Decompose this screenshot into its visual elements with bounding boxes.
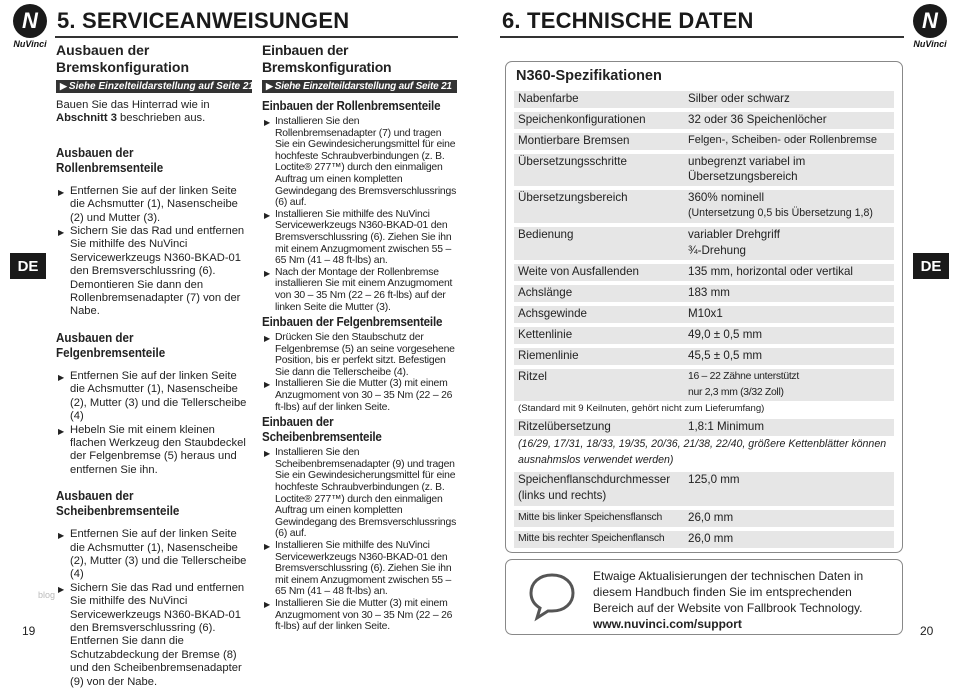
list-felgen-ausbau bbox=[56, 370, 252, 477]
nuvinci-logo-right bbox=[910, 4, 950, 49]
spec-value: variabler Drehgriff bbox=[688, 228, 780, 241]
intro-text-end: beschrieben aus. bbox=[116, 112, 206, 125]
spec-row bbox=[514, 227, 894, 260]
spec-row bbox=[514, 112, 894, 129]
spec-row bbox=[514, 369, 894, 401]
reference-tag bbox=[262, 80, 457, 93]
list-item: ▶ Nach der Montage der Rollenbremse installieren Sie mit einem Anzugmoment von 30 – 35 Nm (22 – 26 ft-lbs) auf der linken Seite die Mutter (3). bbox=[262, 267, 457, 313]
spec-key: Ritzelübersetzung bbox=[518, 420, 611, 433]
spec-value: 125,0 mm bbox=[688, 473, 740, 486]
intro-text: Bauen Sie das Hinterrad wie in bbox=[56, 99, 210, 111]
spec-value-line2: Übersetzungsbereich bbox=[688, 170, 798, 183]
spec-value: 360% nominell bbox=[688, 191, 765, 204]
section-title-service: 5. SERVICEANWEISUNGEN bbox=[57, 8, 350, 33]
spec-key: Weite von Ausfallenden bbox=[518, 265, 639, 278]
spec-value: unbegrenzt variabel im bbox=[688, 155, 806, 168]
list-item: ▶ Entfernen Sie auf der linken Seite die Achsmutter (1), Nasenscheibe (2) und Mutter (3). bbox=[56, 185, 252, 225]
column-ausbauen bbox=[56, 42, 252, 689]
spec-row bbox=[514, 306, 894, 323]
list-item: ▶ Installieren Sie die Mutter (3) mit einem Anzugmoment von 30 – 35 Nm (22 – 26 ft-lbs) auf der linken Seite. bbox=[262, 378, 457, 413]
list-item: ▶ Sichern Sie das Rad und entfernen Sie mithilfe des NuVinci Servicewerkzeugs N360-BKAD-01 den Bremsverschlussring (6). Entfernen Sie dann die Schutzabdeckung der Bremse (8) und den Scheibenbremsenadapter (9) von der Nabe. bbox=[56, 582, 252, 689]
spec-row bbox=[514, 510, 894, 527]
spec-value: 26,0 mm bbox=[688, 532, 734, 545]
list-item: ▶ Sichern Sie das Rad und entfernen Sie mithilfe des NuVinci Servicewerkzeugs N360-BKAD-01 den Bremsverschlussring (6). Demontieren Sie dann den Rollenbremsenadapter (7) von der Nabe. bbox=[56, 225, 252, 319]
spec-row bbox=[514, 91, 894, 108]
spec-row bbox=[514, 419, 894, 436]
spec-value: Felgen-, Scheiben- oder Rollenbremse bbox=[688, 134, 877, 146]
info-panel bbox=[505, 559, 903, 635]
spec-row bbox=[514, 531, 894, 548]
spec-key: Mitte bis linker Speichensflansch bbox=[518, 512, 663, 523]
list-rollen-einbau bbox=[262, 116, 457, 313]
spec-panel bbox=[505, 61, 903, 553]
spec-key: Riemenlinie bbox=[518, 349, 579, 362]
list-item: ▶ Hebeln Sie mit einem kleinen flachen Werkzeug den Staubdeckel der Felgenbremse (5) heraus und entfernen Sie ihn. bbox=[56, 424, 252, 478]
spec-key: Montierbare Bremsen bbox=[518, 134, 630, 147]
spec-row bbox=[514, 264, 894, 281]
page-number-right: 20 bbox=[920, 624, 934, 638]
spec-key: Speichenkonfigurationen bbox=[518, 113, 646, 126]
spec-value: 26,0 mm bbox=[688, 511, 734, 524]
spec-value: 45,5 ± 0,5 mm bbox=[688, 349, 763, 362]
nuvinci-logo-word: NuVinci bbox=[913, 39, 947, 49]
nuvinci-logo-left bbox=[10, 4, 50, 49]
heading-einbauen: Einbauen der Bremskonfiguration bbox=[262, 42, 392, 75]
spec-key: Speichenflanschdurchmesser bbox=[518, 473, 671, 486]
spec-value: Silber oder schwarz bbox=[688, 92, 790, 105]
spec-value: M10x1 bbox=[688, 307, 723, 320]
list-item: ▶ Entfernen Sie auf der linken Seite die Achsmutter (1), Nasenscheibe (2), Mutter (3) und die Tellerscheibe (4) bbox=[56, 528, 252, 582]
section-title-technical: 6. TECHNISCHE DATEN bbox=[502, 8, 754, 33]
heading-felgen-einbau: Einbauen der Felgenbremsenteile bbox=[262, 315, 443, 330]
heading-scheiben-einbau: Einbauen der Scheibenbremsenteile bbox=[262, 415, 382, 445]
list-item: ▶ Installieren Sie mithilfe des NuVinci Servicewerkzeugs N360-BKAD-01 den Bremsverschlussring (6). Ziehen Sie ihn mit einem Anzugmoment zwischen 55 – 65 Nm (41 – 48 ft-lbs) an. bbox=[262, 540, 457, 598]
spec-value: 183 mm bbox=[688, 286, 730, 299]
arrow-right-icon: ▶ bbox=[60, 81, 67, 91]
info-text bbox=[593, 568, 893, 632]
spec-row bbox=[514, 285, 894, 302]
spec-row bbox=[514, 133, 894, 150]
spec-key: Bedienung bbox=[518, 228, 574, 241]
spec-value: 49,0 ± 0,5 mm bbox=[688, 328, 763, 341]
header-rule-left bbox=[55, 36, 458, 38]
spec-value: 135 mm, horizontal oder vertikal bbox=[688, 265, 853, 278]
list-item: ▶ Installieren Sie den Rollenbremsenadapter (7) und tragen Sie ein Gewindesicherungsmittel für eine hochfeste Schraubverbindungen (z. B. Loctite® 277™) durch den einmaligen Auftrag um einen kompletten Gewindegang des Bremsverschlussrings (6) auf. bbox=[262, 116, 457, 209]
spec-key: Ritzel bbox=[518, 370, 547, 383]
arrow-right-icon: ▶ bbox=[266, 81, 273, 91]
spec-value: 16 – 22 Zähne unterstützt bbox=[688, 371, 799, 382]
intro-bold: Abschnitt 3 bbox=[56, 112, 117, 125]
spec-value: 32 oder 36 Speichenlöcher bbox=[688, 113, 827, 126]
spec-value-line2: (Untersetzung 0,5 bis Übersetzung 1,8) bbox=[688, 207, 873, 219]
spec-value-line2: ¾-Drehung bbox=[688, 244, 747, 257]
spec-title: N360-Spezifikationen bbox=[516, 68, 662, 84]
spec-row bbox=[514, 327, 894, 344]
spec-key: Mitte bis rechter Speichenflansch bbox=[518, 533, 665, 544]
speech-bubble-icon bbox=[526, 570, 578, 622]
list-item: ▶ Installieren Sie den Scheibenbremsenadapter (9) und tragen Sie ein Gewindesicherungsmittel für eine hochfeste Schraubverbindungen (z. B. Loctite® 277™) durch den einmaligen Auftrag um einen kompletten Gewindegang des Bremsverschlussrings (6) auf. bbox=[262, 447, 457, 540]
header-rule-right bbox=[500, 36, 904, 38]
heading-rollen-einbau: Einbauen der Rollenbremsenteile bbox=[262, 99, 441, 113]
heading-rollen-ausbau: Ausbauen der Rollenbremsenteile bbox=[56, 145, 164, 175]
intro-paragraph bbox=[56, 99, 252, 126]
heading-felgen-ausbau: Ausbauen der Felgenbremsenteile bbox=[56, 330, 166, 360]
spec-value: 1,8:1 Minimum bbox=[688, 420, 765, 433]
list-item: ▶ Installieren Sie mithilfe des NuVinci Servicewerkzeugs N360-BKAD-01 den Bremsverschlussring (6). Ziehen Sie ihn mit einem Anzugmoment zwischen 55 – 65 Nm (41 – 48 ft-lbs) an. bbox=[262, 209, 457, 267]
spec-key: Übersetzungsbereich bbox=[518, 191, 628, 204]
list-item: ▶ Drücken Sie den Staubschutz der Felgenbremse (5) an seine vorgesehene Position, bis er perfekt sitzt. Befestigen Sie dann die Tellerscheibe (4). bbox=[262, 332, 457, 378]
spec-key-line2: (links und rechts) bbox=[518, 489, 607, 502]
page-number-left: 19 bbox=[22, 624, 36, 638]
list-item: ▶ Installieren Sie die Mutter (3) mit einem Anzugmoment von 30 – 35 Nm (22 – 26 ft-lbs) auf der linken Seite. bbox=[262, 598, 457, 633]
list-scheiben-ausbau bbox=[56, 528, 252, 689]
watermark-text: blog bbox=[38, 590, 56, 600]
language-tab-left: DE bbox=[10, 253, 46, 279]
list-rollen-ausbau bbox=[56, 185, 252, 319]
spec-row bbox=[514, 190, 894, 223]
ratio-note: (16/29, 17/31, 18/33, 19/35, 20/36, 21/38, 22/40, größere Kettenblätter können ausnahmslos verwendet werden) bbox=[518, 438, 887, 466]
spec-key: Nabenfarbe bbox=[518, 92, 579, 105]
list-item: ▶ Entfernen Sie auf der linken Seite die Achsmutter (1), Nasenscheibe (2), Mutter (3) und die Tellerscheibe (4) bbox=[56, 370, 252, 424]
nuvinci-logo-word: NuVinci bbox=[13, 39, 47, 49]
list-felgen-einbau bbox=[262, 332, 457, 413]
spec-row bbox=[514, 472, 894, 506]
reference-tag bbox=[56, 80, 252, 93]
list-scheiben-einbau bbox=[262, 447, 457, 633]
column-einbauen bbox=[262, 42, 457, 633]
support-link[interactable]: www.nuvinci.com/support bbox=[593, 617, 742, 631]
spec-value-line2: nur 2,3 mm (3/32 Zoll) bbox=[688, 387, 784, 398]
reference-text: Siehe Einzelteildarstellung auf Seite 21 bbox=[68, 81, 254, 92]
nuvinci-logo-mark: N bbox=[13, 4, 47, 38]
spec-key: Kettenlinie bbox=[518, 328, 573, 341]
spec-row bbox=[514, 348, 894, 365]
ritzel-note: (Standard mit 9 Keilnuten, gehört nicht zum Lieferumfang) bbox=[518, 403, 765, 414]
reference-text: Siehe Einzelteildarstellung auf Seite 21 bbox=[274, 81, 452, 92]
heading-ausbauen: Ausbauen der Bremskonfiguration bbox=[56, 42, 190, 75]
spec-key: Achslänge bbox=[518, 286, 573, 299]
heading-scheiben-ausbau: Ausbauen der Scheibenbremsenteile bbox=[56, 489, 180, 519]
spec-row bbox=[514, 154, 894, 186]
spec-key: Achsgewinde bbox=[518, 307, 587, 320]
nuvinci-logo-mark: N bbox=[913, 4, 947, 38]
spec-key: Übersetzungsschritte bbox=[518, 155, 627, 168]
language-tab-right: DE bbox=[913, 253, 949, 279]
info-paragraph: Etwaige Aktualisierungen der technischen Daten in diesem Handbuch finden Sie im entsprechenden Bereich auf der Website von Fallbrook Technology. bbox=[593, 569, 864, 615]
